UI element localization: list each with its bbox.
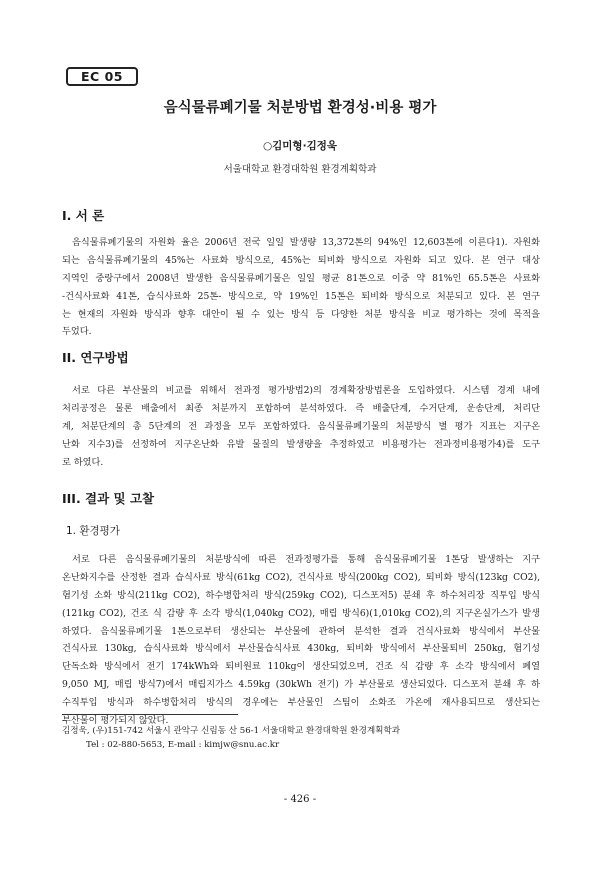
text-line: (121kg CO2), 건조 식 감량 후 소각 방식(1,040kg CO2), 매립 방식6)(1,010kg CO2),의 지구온실가스가 발생 xyxy=(62,607,540,619)
text-line: 혐기성 소화 방식(211kg CO2), 하수병합처리 방식(259kg CO2), 디스포저5) 분쇄 후 하수처리장 직투입 방식 xyxy=(62,589,540,601)
text-line: 건식사료 130kg, 습식사료화 방식에서 부산물습식사료 430kg, 퇴비화 방식에서 부산물퇴비 250kg, 혐기성 xyxy=(62,643,540,655)
section-heading-results: III. 결과 및 고찰 xyxy=(62,491,155,506)
affiliation: 서울대학교 환경대학원 환경계획학과 xyxy=(223,164,377,175)
text-line: 부산물이 평가되지 않았다. xyxy=(62,715,169,727)
text-line: 수직투입 방식과 하수병합처리 방식의 경우에는 부산물인 스팀이 소화조 가온에 재사용되므로 생산되는 xyxy=(62,697,540,709)
footnote-divider xyxy=(62,714,238,715)
text-line: 되는 음식물류폐기물의 45%는 사료화 방식으로, 45%는 퇴비화 방식으로 자원화 되고 있다. 본 연구 대상 xyxy=(62,254,540,266)
paper-title: 음식물류폐기물 처분방법 환경성·비용 평가 xyxy=(163,100,437,116)
text-line: 온난화지수를 산정한 결과 습식사료 방식(61kg CO2), 건식사료 방식(200kg CO2), 퇴비화 방식(123kg CO2), xyxy=(62,571,540,583)
text-line: 단독소화 방식에서 전기 174kWh와 퇴비원료 110kg이 생산되었으며, 건조 식 감량 후 소각 방식에서 폐열 xyxy=(62,661,540,673)
text-line: 서로 다른 부산물의 비교를 위해서 전과정 평가방법2)의 경계확장방법론을 도입하였다. 시스템 경계 내에 xyxy=(72,385,540,396)
section-heading-methods: II. 연구방법 xyxy=(62,350,129,365)
page-number: - 426 - xyxy=(283,794,317,805)
text-line: 9,050 MJ, 매립 방식7)에서 매립지가스 4.59kg (30kWh 전기) 가 부산물로 생산되었다. 디스포저 분쇄 후 하 xyxy=(62,679,540,691)
text-line: 로 하였다. xyxy=(62,456,104,468)
text-line: 처리공정은 물론 배출에서 최종 처분까지 포함하여 분석하였다. 즉 배출단계, 수거단계, 운송단계, 처리단 xyxy=(62,402,540,414)
text-line: 음식물류폐기물의 자원화 율은 2006년 전국 일일 발생량 13,372톤의 94%인 12,603톤에 이른다1). 자원화 xyxy=(72,237,540,248)
session-code-badge: EC 05 xyxy=(66,67,138,86)
paragraph-introduction xyxy=(62,234,540,341)
footnote-contact: Tel : 02-880-5653, E-mail : kimjw@snu.ac.kr xyxy=(86,740,280,750)
text-line: 서로 다른 음식물류폐기물의 처분방식에 따른 전과정평가를 통해 음식물류폐기물 1톤당 발생하는 지구 xyxy=(72,554,540,565)
subsection-heading-environmental-assessment: 1. 환경평가 xyxy=(66,525,120,537)
text-line: 난화 지수3)를 선정하여 지구온난화 유발 물질의 발생량을 추정하였고 비용평가는 전과정비용평가4)를 도구 xyxy=(62,438,540,450)
section-heading-introduction: I. 서 론 xyxy=(62,208,105,223)
paragraph-results xyxy=(62,551,540,730)
text-line: 계, 처분단계의 총 5단계의 전 과정을 모두 포함하였다. 음식물류폐기물의 처분방식 별 평가 지표는 지구온 xyxy=(62,420,540,432)
text-line: -건식사료화 41톤, 습식사료화 25톤- 방식으로, 약 19%인 15톤은 퇴비화 방식으로 처분되고 있다. 본 연구 xyxy=(62,290,540,302)
text-line: 하였다. 음식물류폐기물 1톤으로부터 생산되는 부산물에 관하여 분석한 결과 건식사료화 방식에서 부산물 xyxy=(62,625,540,637)
authors: ○김미형·김정욱 xyxy=(262,140,337,152)
text-line: 는 현재의 자원화 방식과 향후 대안이 될 수 있는 방식 등 다양한 처분 방식을 비교 평가하는 것에 목적을 xyxy=(62,308,540,320)
footnote-address: 김정욱, (우)151-742 서울시 관악구 신림동 산 56-1 서울대학교 환경대학원 환경계획학과 xyxy=(62,726,401,736)
text-line: 지역인 중랑구에서 2008년 발생한 음식물류폐기물은 일일 평균 81톤으로 이중 약 81%인 65.5톤은 사료화 xyxy=(62,272,540,284)
text-line: 두었다. xyxy=(62,326,92,338)
paragraph-methods xyxy=(62,382,540,471)
